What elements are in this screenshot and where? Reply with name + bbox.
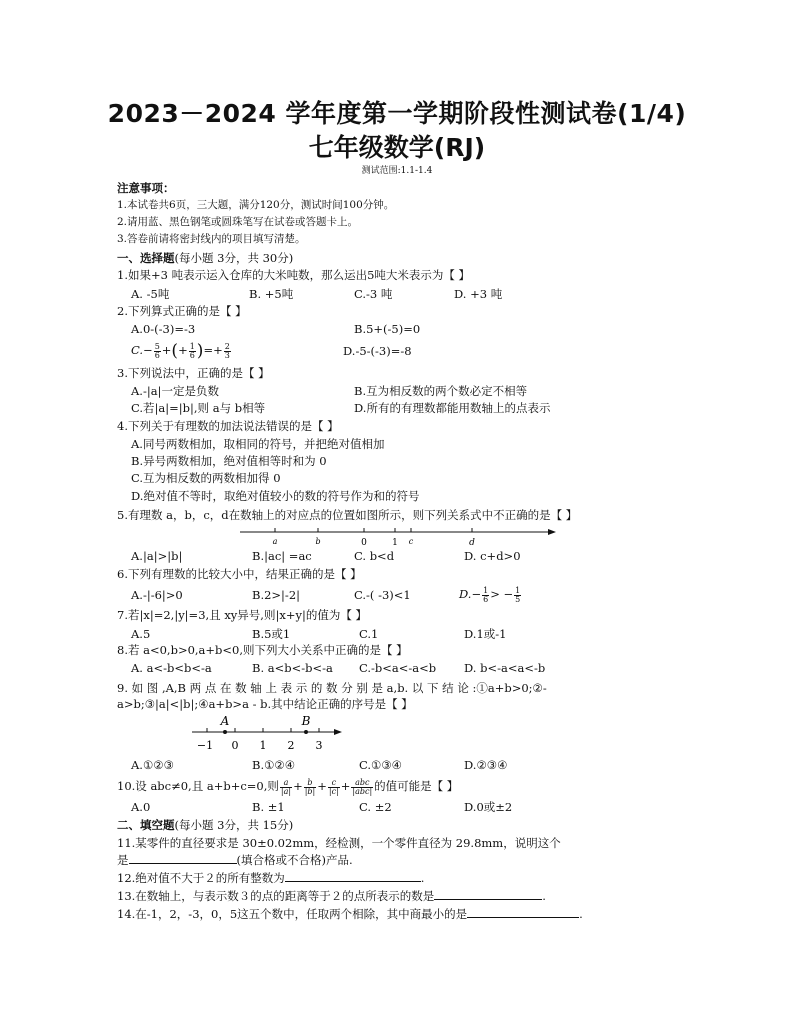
option-b: B. a<b<-b<-a	[252, 661, 333, 675]
tick-label: 0	[231, 739, 239, 752]
question-3-stem: 3.下列说法中，正确的是【 】	[117, 366, 270, 380]
tick-label: −1	[196, 739, 214, 752]
option-d: D. c+d>0	[464, 549, 521, 563]
option-a: A.-|-6|>0	[131, 588, 183, 602]
option-d: D.-5-(-3)=-8	[343, 344, 412, 358]
axis-label-d: d	[469, 538, 475, 548]
section-heading: 二、填空题(每小题 3分，共 15分)	[117, 818, 294, 832]
option-a: A.同号两数相加，取相同的符号，并把绝对值相加	[131, 437, 385, 451]
axis-label-b: b	[315, 537, 321, 546]
option-d: D. +3 吨	[454, 287, 503, 301]
note-item: 3.答卷前请将密封线内的项目填写清楚。	[117, 233, 306, 245]
number-line-q5	[240, 524, 560, 548]
option-d: D.绝对值不等时，取绝对值较小的数的符号作为和的符号	[131, 489, 420, 503]
option-c: C.− $\frac{5}{6}$ +(+ $\frac{1}{6}$ )=+ $\frac{2}{3}$	[131, 341, 230, 361]
option-c: C.互为相反数的两数相加得 0	[131, 471, 281, 485]
option-c: C.若|a|=|b|,则 a与 b相等	[131, 401, 266, 415]
answer-blank[interactable]	[285, 870, 421, 882]
answer-blank[interactable]	[129, 852, 237, 864]
question-9-stem-line1: 9. 如 图 ,A,B 两 点 在 数 轴 上 表 示 的 数 分 别 是 a,b. 以 下 结 论 :①a+b>0;②-	[117, 681, 547, 695]
answer-blank[interactable]	[467, 906, 579, 918]
tick-label: 1	[259, 739, 267, 752]
section-heading: 一、选择题(每小题 3分，共 30分)	[117, 251, 294, 265]
option-d: D.1或-1	[464, 627, 507, 641]
option-a: A.-|a|一定是负数	[131, 384, 219, 398]
option-c: C.1	[359, 627, 379, 641]
question-14: 14.在-1，2，-3，0，5这五个数中，任取两个相除，其中商最小的是 .	[117, 907, 583, 921]
option-a: A.5	[131, 627, 151, 641]
option-c: C.-b<a<-a<b	[359, 661, 437, 675]
note-item: 2.请用蓝、黑色钢笔或圆珠笔写在试卷或答题卡上。	[117, 216, 359, 228]
question-12: 12.绝对值不大于２的所有整数为 .	[117, 871, 425, 885]
option-b: B. ±1	[252, 800, 285, 814]
option-b: B.异号两数相加，绝对值相等时和为 0	[131, 454, 327, 468]
option-d: D. b<-a<a<-b	[464, 661, 546, 675]
option-c: C.-( -3)<1	[354, 588, 411, 602]
question-8-stem: 8.若 a<0,b>0,a+b<0,则下列大小关系中正确的是【 】	[117, 643, 408, 657]
question-5-stem: 5.有理数 a，b，c，d在数轴上的对应点的位置如图所示，则下列关系式中不正确的是【 】	[117, 508, 578, 522]
answer-blank[interactable]	[434, 888, 542, 900]
question-11-line2: 是 (填合格或不合格)产品.	[117, 853, 353, 867]
option-c: C. b<d	[354, 549, 395, 563]
question-10-stem: 10.设 abc≠0,且 a+b+c=0,则 $\frac{a}{|a|}$ + $\frac{b}{|b|}$ + $\frac{c}{|c|}$ + $\frac{\text{abc}}{\text{|abc|}}$ 的值可能是【 】	[117, 777, 459, 796]
question-13: 13.在数轴上，与表示数３的点的距离等于２的点所表示的数是 .	[117, 889, 546, 903]
option-b: B. +5吨	[249, 287, 294, 301]
test-scope: 测试范围:1.1-1.4	[361, 166, 433, 176]
exam-subtitle: 七年级数学(RJ)	[308, 133, 486, 162]
option-c: C.①③④	[359, 758, 402, 772]
option-a: A. a<-b<b<-a	[131, 661, 212, 675]
option-b: B.2>|-2|	[252, 588, 301, 602]
option-d: D.②③④	[464, 758, 508, 772]
axis-label-a: a	[272, 537, 278, 546]
option-a: A.0-(-3)=-3	[131, 322, 196, 336]
option-b: B.5+(-5)=0	[354, 322, 421, 336]
question-6-stem: 6.下列有理数的比较大小中，结果正确的是【 】	[117, 567, 362, 581]
axis-label-1: 1	[392, 538, 398, 548]
question-4-stem: 4.下列关于有理数的加法说法错误的是【 】	[117, 419, 339, 433]
note-item: 1.本试卷共6页，三大题，满分120分，测试时间100分钟。	[117, 199, 395, 211]
option-d: D.− $\frac{1}{6}$ > − $\frac{1}{5}$	[459, 585, 521, 604]
option-b: B.①②④	[252, 758, 296, 772]
option-d: D.0或±2	[464, 800, 513, 814]
option-a: A.0	[131, 800, 151, 814]
option-a: A.|a|>|b|	[131, 549, 183, 563]
question-9-stem-line2: a>b;③|a|<|b|;④a+b>a - b.其中结论正确的序号是【 】	[117, 697, 413, 711]
axis-label-c: c	[408, 537, 414, 546]
question-7-stem: 7.若|x|=2,|y|=3,且 xy异号,则|x+y|的值为【 】	[117, 608, 367, 622]
option-c: C.-3 吨	[354, 287, 393, 301]
option-c: C. ±2	[359, 800, 392, 814]
option-b: B.互为相反数的两个数必定不相等	[354, 384, 528, 398]
notes-heading: 注意事项：	[117, 181, 175, 195]
axis-label-0: 0	[361, 538, 367, 548]
option-b: B.|ac| =ac	[252, 549, 312, 563]
option-d: D.所有的有理数都能用数轴上的点表示	[354, 401, 551, 415]
point-label-A: A	[220, 714, 230, 728]
option-a: A. -5吨	[131, 287, 170, 301]
tick-label: 2	[287, 739, 295, 752]
question-1-stem: 1.如果+3 吨表示运入仓库的大米吨数，那么运出5吨大米表示为【 】	[117, 268, 471, 282]
point-label-B: B	[301, 714, 311, 728]
number-line-q9	[190, 712, 350, 754]
tick-label: 3	[315, 739, 323, 752]
option-a: A.①②③	[131, 758, 174, 772]
exam-title: 2023－2024 学年度第一学期阶段性测试卷(1/4)	[107, 99, 687, 128]
option-b: B.5或1	[252, 627, 291, 641]
question-11-line1: 11.某零件的直径要求是 30±0.02mm，经检测，一个零件直径为 29.8mm，说明这个	[117, 836, 561, 850]
question-2-stem: 2.下列算式正确的是【 】	[117, 304, 247, 318]
